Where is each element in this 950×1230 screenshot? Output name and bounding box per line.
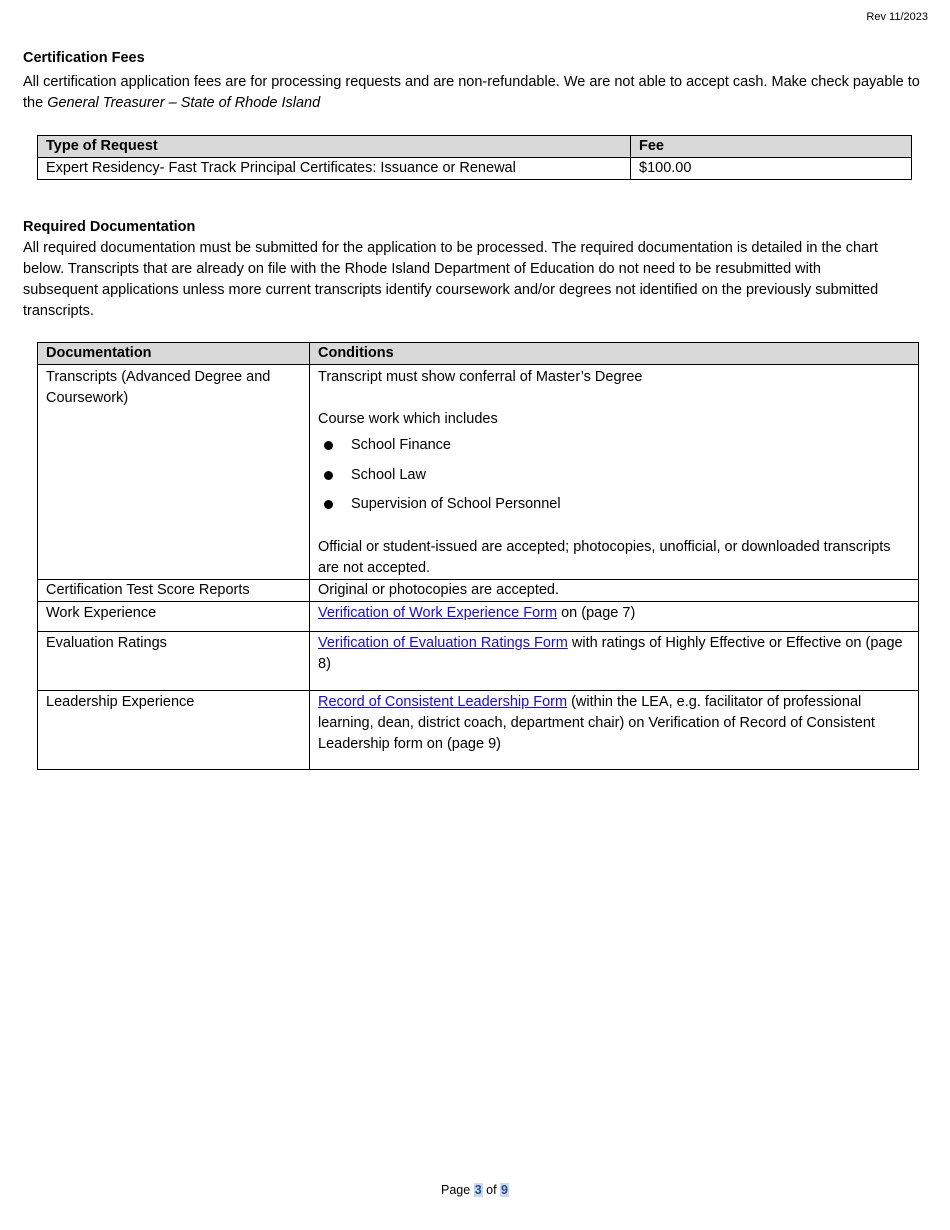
documentation-table-header [38, 343, 919, 365]
list-item: School Law [318, 461, 910, 491]
table-row [38, 579, 919, 601]
documentation-paragraph: All required documentation must be submitted for the application to be processed. The required documentation is detailed in the chart below. Transcripts that are already on file with the Rhode Island Department of Education do not need to be resubmitted with subsequent applications unless more current transcripts identify coursework and/or degrees not identified on the previously submitted transcripts. [23, 240, 879, 319]
test-scores-condition: Original or photocopies are accepted. [310, 579, 919, 601]
fee-request-type: Expert Residency- Fast Track Principal Certificates: Issuance or Renewal [38, 158, 631, 180]
of-word: of [486, 1183, 497, 1197]
documentation-table [37, 342, 919, 770]
work-experience-label: Work Experience [38, 601, 310, 631]
leadership-experience-description: (within the LEA, e.g. facilitator of professional learning, dean, district coach, department chair) on Verification of Record of Consistent Leadership form on (page 9) [318, 693, 875, 752]
revision-label: Rev 11/2023 [866, 11, 928, 23]
coursework-list [318, 431, 910, 520]
docs-header-conditions: Conditions [310, 343, 919, 365]
evaluation-ratings-form-link[interactable]: Verification of Evaluation Ratings Form [318, 634, 568, 651]
transcripts-accepted-note: Official or student-issued are accepted; photocopies, unofficial, or downloaded transcripts are not accepted. [318, 538, 891, 576]
payee-name: General Treasurer – State of Rhode Island [47, 95, 321, 111]
fees-paragraph-text: All certification application fees are for processing requests and are non-refundable. We are not able to accept cash. Make check payable to the [23, 74, 920, 111]
test-scores-label: Certification Test Score Reports [38, 579, 310, 601]
fee-amount: $100.00 [631, 158, 912, 180]
required-documentation-heading: Required Documentation [23, 219, 196, 235]
fees-table-header [38, 136, 912, 158]
list-item: Supervision of School Personnel [318, 490, 910, 520]
evaluation-ratings-condition [310, 631, 919, 690]
table-row [38, 365, 919, 580]
table-row [38, 601, 919, 631]
page-word: Page [441, 1183, 471, 1197]
transcripts-conditions [310, 365, 919, 580]
work-experience-page-ref: on (page 7) [557, 604, 636, 621]
evaluation-ratings-description: with ratings of Highly Effective or Effective on (page 8) [318, 634, 903, 672]
transcripts-label: Transcripts (Advanced Degree and Coursework) [38, 365, 310, 580]
list-item: School Finance [318, 431, 910, 461]
fees-table [37, 135, 912, 180]
fees-header-fee: Fee [631, 136, 912, 158]
leadership-form-link[interactable]: Record of Consistent Leadership Form [318, 693, 568, 710]
table-row [38, 690, 919, 769]
fees-header-type: Type of Request [38, 136, 631, 158]
transcripts-coursework-intro: Course work which includes [318, 411, 498, 427]
leadership-experience-label: Leadership Experience [38, 690, 310, 769]
certification-fees-heading: Certification Fees [23, 50, 145, 66]
docs-header-documentation: Documentation [38, 343, 310, 365]
total-page-count: 9 [501, 1183, 508, 1197]
table-row [38, 631, 919, 690]
current-page-number: 3 [474, 1183, 482, 1197]
transcripts-degree-requirement: Transcript must show conferral of Master’s Degree [318, 369, 643, 385]
leadership-experience-condition [310, 690, 919, 769]
work-experience-form-link[interactable]: Verification of Work Experience Form [318, 604, 558, 621]
work-experience-condition [310, 601, 919, 631]
page-footer [0, 1180, 950, 1201]
evaluation-ratings-label: Evaluation Ratings [38, 631, 310, 690]
table-row [38, 158, 912, 180]
fees-paragraph [23, 72, 928, 114]
